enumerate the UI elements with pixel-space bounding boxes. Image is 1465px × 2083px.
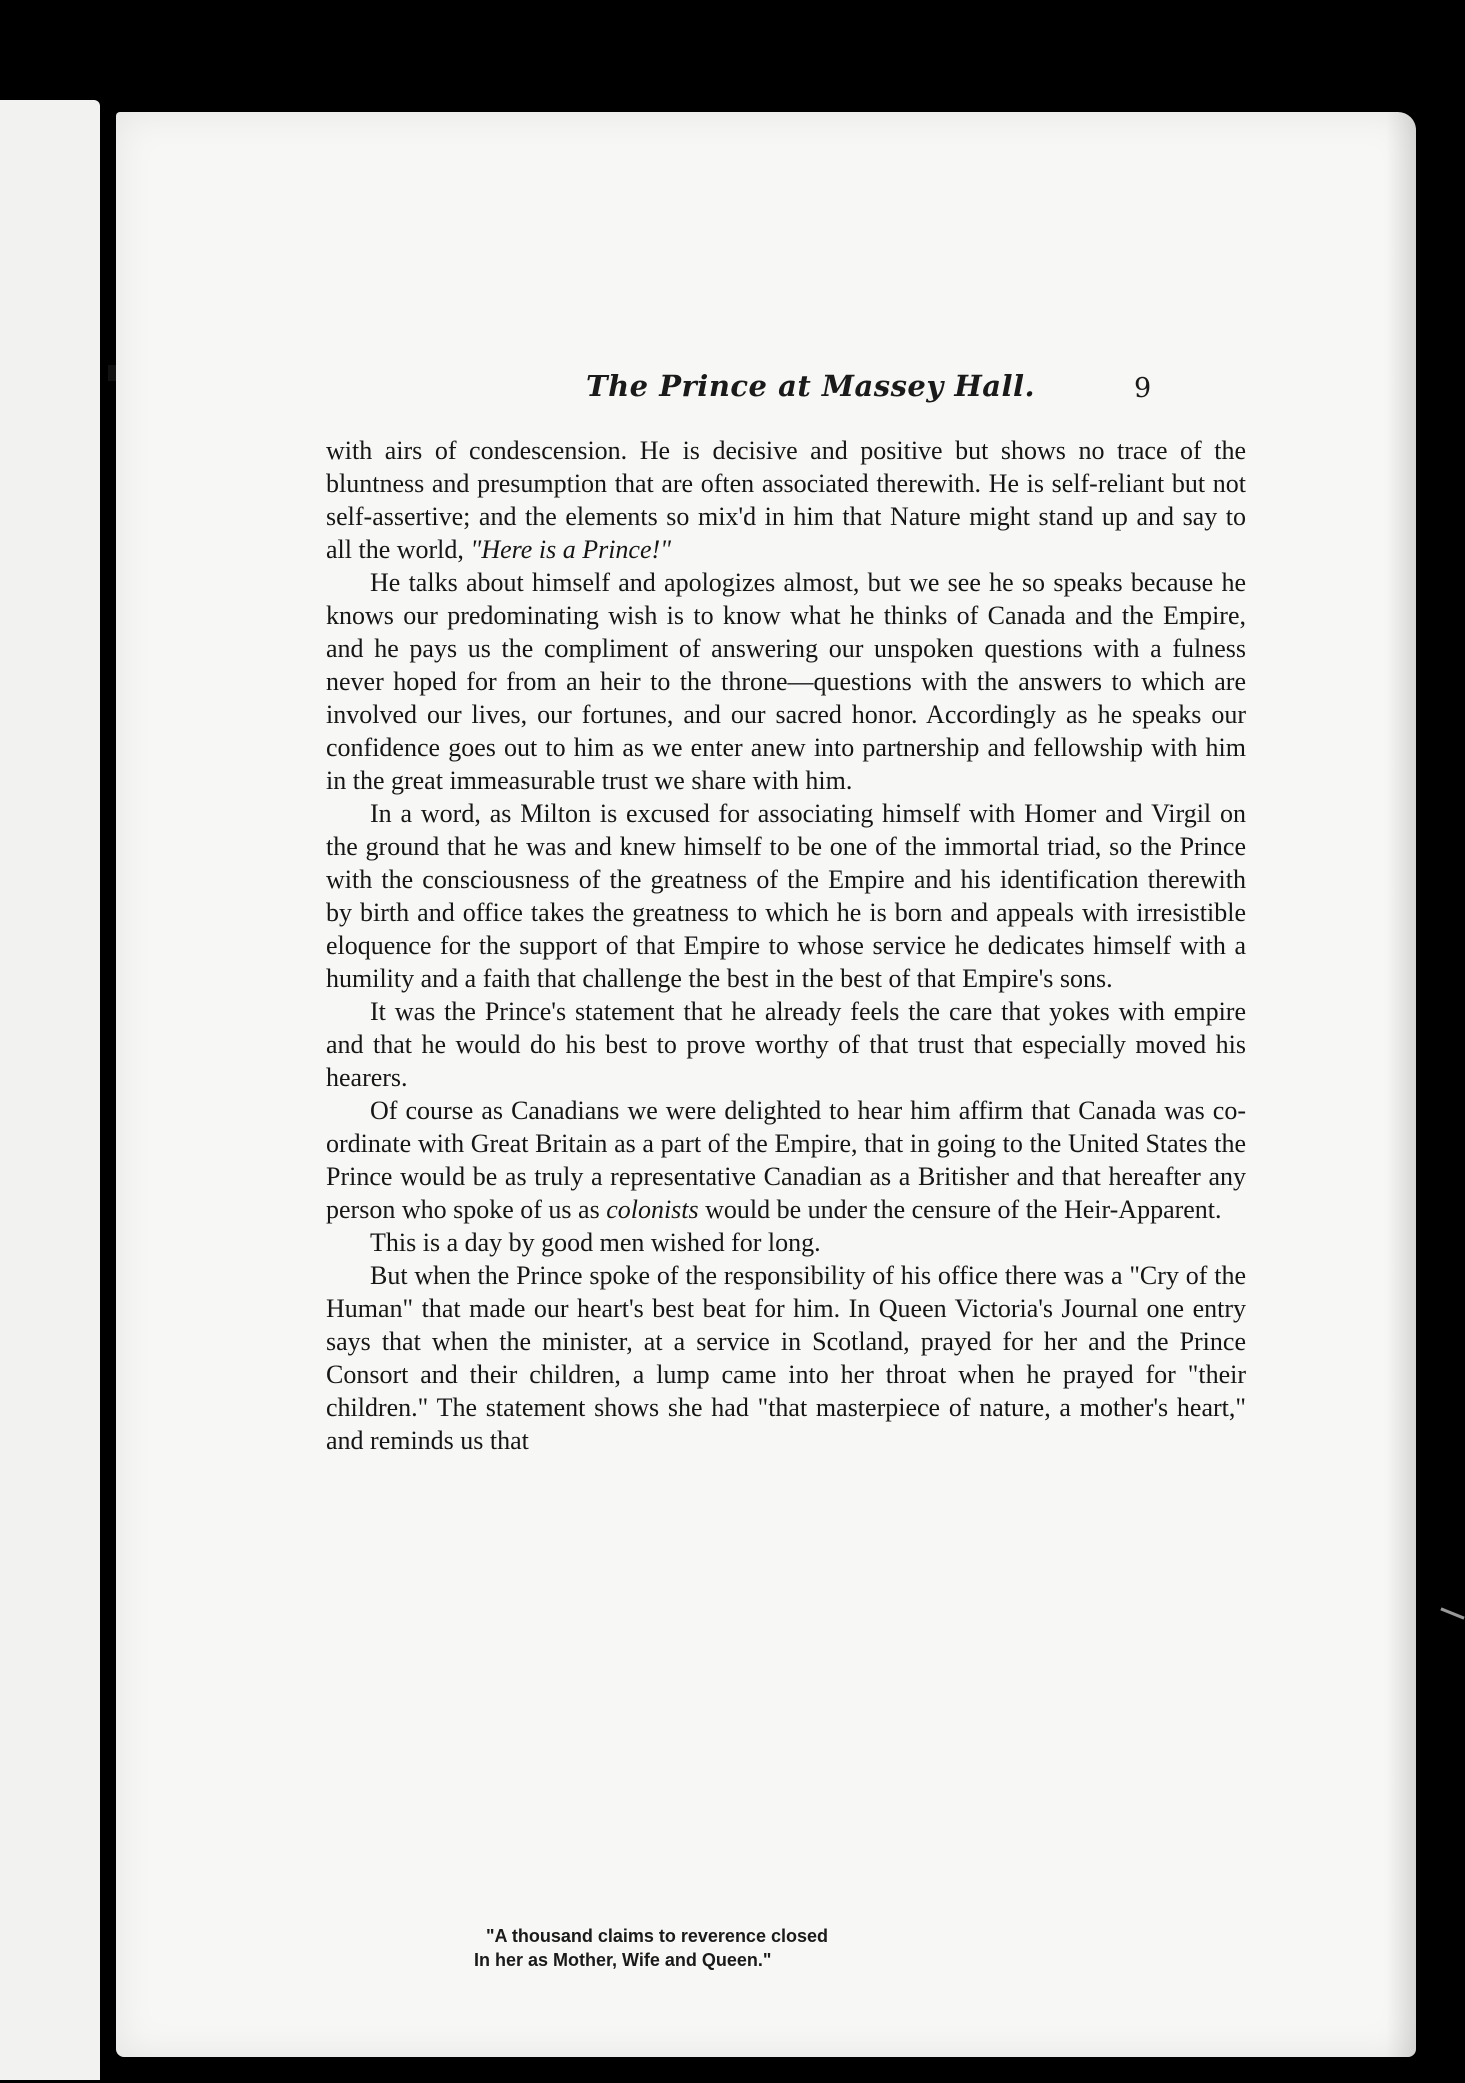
paragraph-text: Of course as Canadians we were delighted to hear him affirm that Canada was co-ordinate with Great Britain as a part of the Empire, that in going to the United States the Prince would be as truly a representative Canadian as a Britisher and that hereafter any person who spoke of us as (326, 1096, 1246, 1224)
left-page-edge (0, 100, 100, 2080)
running-header-title: The Prince at Massey Hall. (586, 369, 1036, 403)
paragraph-text: In a word, as Milton is excused for associating himself with Homer and Virgil on the ground that he was and knew himself to be one of the immortal triad, so the Prince with the consciousness of the greatness of the Empire and his identification therewith by birth and office takes the greatness to which he is born and appeals with irresistible eloquence for the support of that Empire to whose service he dedicates himself with a humility and a faith that challenge the best in the best of that Empire's sons. (326, 799, 1246, 993)
paragraph-text: But when the Prince spoke of the responsibility of his office there was a "Cry of the Human" that made our heart's best beat for him. In Queen Victoria's Journal one entry says that when the minister, at a service in Scotland, prayed for her and the Prince Consort and their children, a lump came into her throat when he prayed for "their children." The statement shows she had "that masterpiece of nature, a mother's heart," and reminds us that (326, 1261, 1246, 1455)
paragraph-2 (326, 566, 1246, 797)
paragraph-text: with airs of condescension. He is decisive and positive but shows no trace of the bluntness and presumption that are often associated therewith. He is self-reliant but not self-assertive; and the elements so mix'd in him that Nature might stand up and say to all the world, (326, 436, 1246, 564)
paragraph-4 (326, 995, 1246, 1094)
paragraph-text: This is a day by good men wished for long. (370, 1228, 821, 1257)
paragraph-text-tail: would be under the censure of the Heir-Apparent. (698, 1195, 1222, 1224)
verse-line-1: "A thousand claims to reverence closed (486, 1926, 828, 1946)
paragraph-6 (326, 1226, 1246, 1259)
body-text (326, 434, 1246, 1457)
verse-line-2: In her as Mother, Wife and Queen." (474, 1950, 772, 1970)
paragraph-italic: "Here is a Prince!" (470, 535, 672, 564)
paragraph-3 (326, 797, 1246, 995)
book-page (116, 112, 1416, 2057)
paragraph-5 (326, 1094, 1246, 1226)
verse-quotation (474, 1924, 1086, 1972)
paragraph-text: He talks about himself and apologizes almost, but we see he so speaks because he knows our predominating wish is to know what he thinks of Canada and the Empire, and he pays us the compliment of answering our unspoken questions with a fulness never hoped for from an heir to the throne—questions with the answers to which are involved our lives, our fortunes, and our sacred honor. Accordingly as he speaks our confidence goes out to him as we enter anew into partnership and fellowship with him in the great immeasurable trust we share with him. (326, 568, 1246, 795)
paragraph-7 (326, 1259, 1246, 1457)
running-header (116, 369, 1416, 419)
paragraph-1 (326, 434, 1246, 566)
paragraph-italic: colonists (606, 1195, 699, 1224)
paragraph-text: It was the Prince's statement that he already feels the care that yokes with empire and that he would do his best to prove worthy of that trust that especially moved his hearers. (326, 997, 1246, 1092)
page-number: 9 (1134, 373, 1152, 404)
scan-edge-mark (1440, 1607, 1464, 1619)
